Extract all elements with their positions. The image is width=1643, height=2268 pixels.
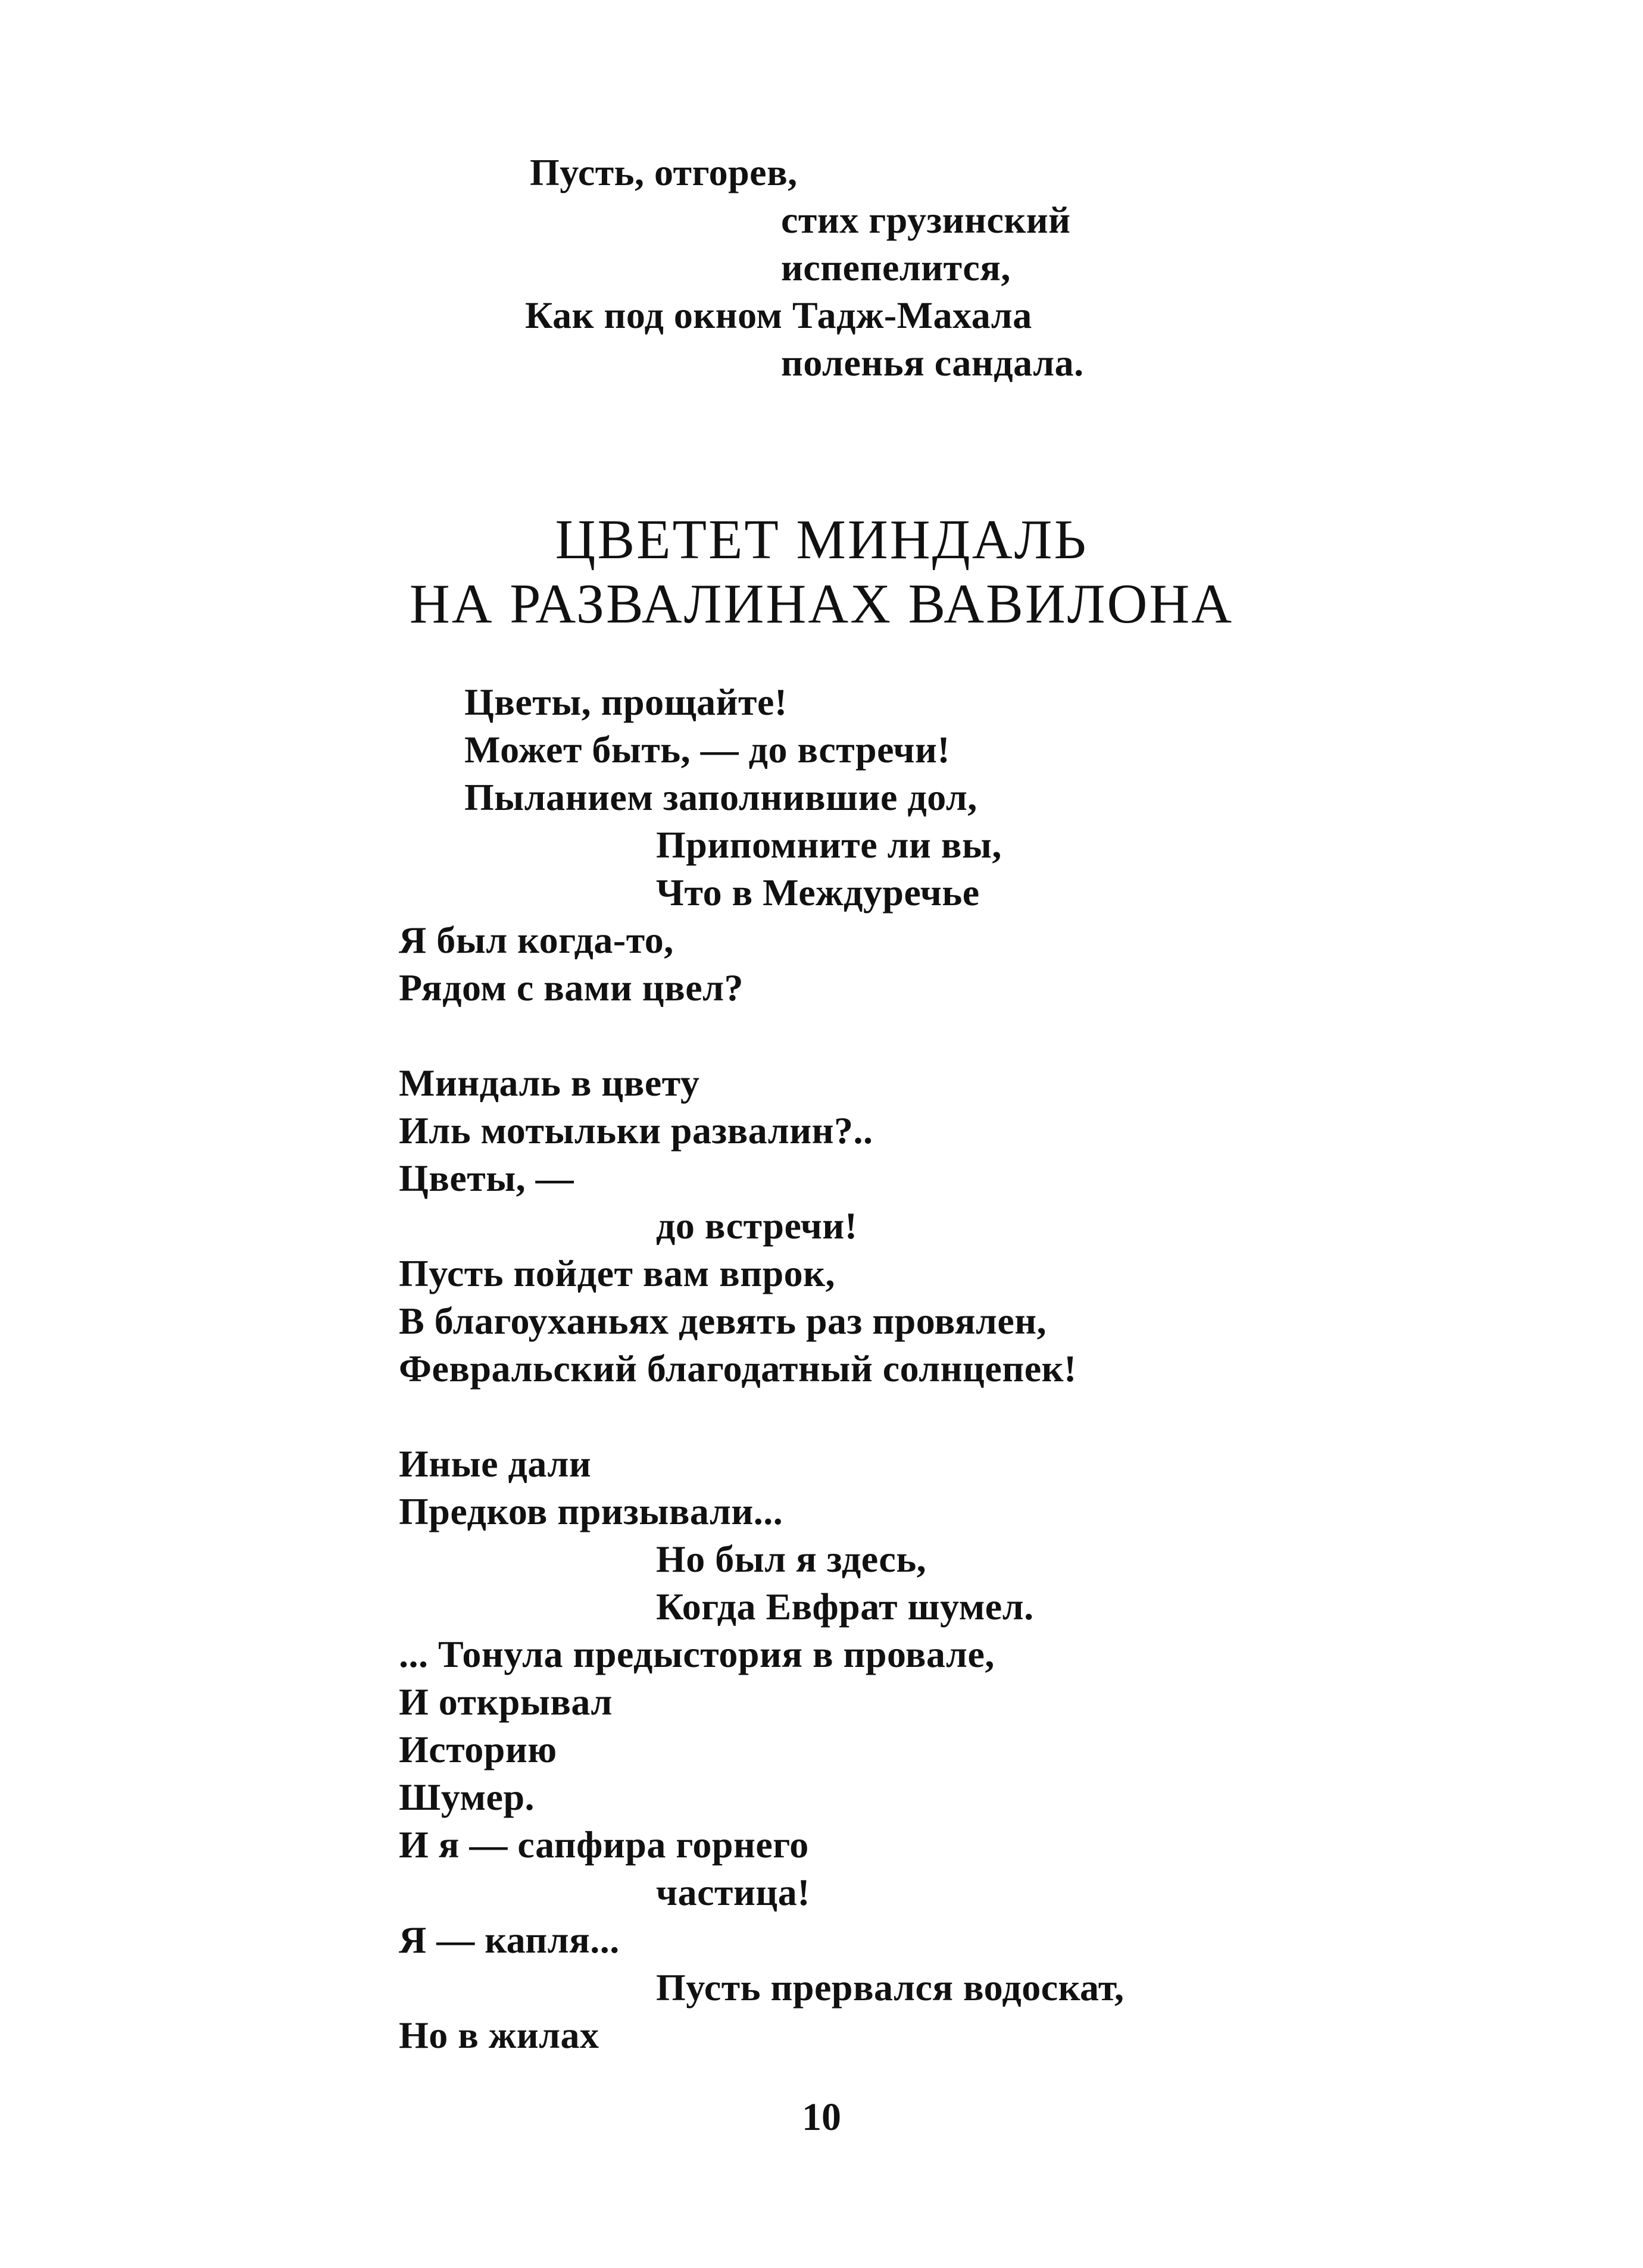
prev-poem-line-3: испепелится,	[781, 246, 1011, 289]
stanza2-line-4: до встречи!	[656, 1205, 858, 1247]
stanza2-line-3: Цветы, —	[399, 1157, 574, 1199]
page-number: 10	[802, 2095, 841, 2139]
stanza3-line-12: Пусть прервался водоскат,	[656, 1966, 1125, 2009]
stanza2-line-7: Февральский благодатный солнцепек!	[399, 1347, 1077, 1390]
stanza1-line-6: Я был когда-то,	[399, 919, 674, 961]
stanza1-line-4: Припомните ли вы,	[656, 824, 1002, 866]
stanza3-line-10: частица!	[656, 1871, 810, 1913]
stanza3-line-9: И я — сапфира горнего	[399, 1823, 809, 1866]
stanza3-line-6: И открывал	[399, 1681, 613, 1723]
stanza3-line-8: Шумер.	[399, 1776, 535, 1818]
prev-poem-line-5: поленья сандала.	[781, 342, 1084, 384]
prev-poem-line-1: Пусть, отгорев,	[530, 151, 798, 193]
stanza1-line-7: Рядом с вами цвел?	[399, 966, 744, 1009]
stanza3-line-7: Историю	[399, 1728, 557, 1770]
stanza3-line-3: Но был я здесь,	[656, 1538, 927, 1580]
stanza3-line-13: Но в жилах	[399, 2014, 599, 2056]
prev-poem-line-2: стих грузинский	[781, 199, 1071, 241]
stanza1-line-1: Цветы, прощайте!	[464, 681, 788, 723]
stanza2-line-5: Пусть пойдет вам впрок,	[399, 1252, 836, 1294]
prev-poem-line-4: Как под окном Тадж-Махала	[525, 294, 1032, 336]
poem-title-line-2: НА РАЗВАЛИНАХ ВАВИЛОНА	[409, 573, 1234, 635]
stanza3-line-5: ... Тонула предыстория в провале,	[399, 1633, 995, 1675]
stanza2-line-6: В благоуханьях девять раз провялен,	[399, 1300, 1047, 1342]
stanza3-line-1: Иные дали	[399, 1443, 592, 1485]
stanza3-line-4: Когда Евфрат шумел.	[656, 1585, 1034, 1628]
stanza1-line-5: Что в Междуречье	[656, 871, 980, 914]
stanza3-line-11: Я — капля...	[399, 1919, 620, 1961]
stanza1-line-3: Пыланием заполнившие дол,	[464, 776, 977, 818]
stanza1-line-2: Может быть, — до встречи!	[464, 728, 951, 771]
stanza2-line-1: Миндаль в цвету	[399, 1062, 700, 1104]
stanza3-line-2: Предков призывали...	[399, 1490, 783, 1532]
poem-title-line-1: ЦВЕТЕТ МИНДАЛЬ	[555, 509, 1088, 571]
stanza2-line-2: Иль мотыльки развалин?..	[399, 1109, 873, 1152]
